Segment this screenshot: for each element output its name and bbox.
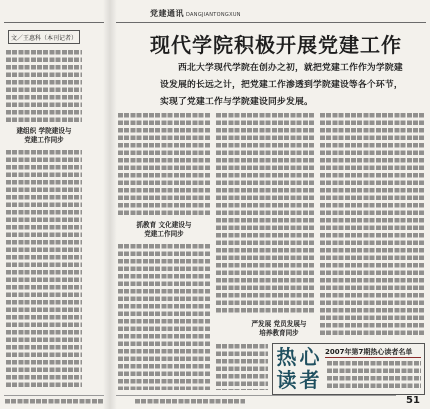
sidebar-body-text bbox=[6, 150, 82, 390]
reader-label-char: 心 bbox=[299, 345, 320, 369]
column-1-body-text bbox=[118, 113, 210, 218]
sidebar-heading bbox=[6, 127, 82, 145]
column-2-heading bbox=[230, 320, 328, 338]
column-1-heading bbox=[118, 221, 210, 239]
column-2-body-text bbox=[216, 344, 268, 390]
reader-list-title: 2007年第7期热心读者名单 bbox=[325, 348, 413, 356]
column-1-heading-line: 党建工作同步 bbox=[144, 230, 184, 238]
article-deck bbox=[160, 60, 406, 111]
column-2-heading-line: 培养教育同步 bbox=[259, 329, 299, 337]
column-2-heading-line: 严发展 党员发展与 bbox=[251, 320, 307, 328]
footer-folio-right bbox=[135, 399, 245, 404]
reader-list-box bbox=[272, 343, 425, 395]
column-2-body-text bbox=[216, 113, 314, 315]
footer-rule-right bbox=[116, 395, 396, 396]
reader-names-list bbox=[327, 361, 421, 391]
footer-folio-left bbox=[5, 399, 103, 404]
sidebar-heading-line: 建组织 学院建设与 bbox=[16, 127, 72, 135]
header-rule-left bbox=[4, 22, 104, 23]
page-number: 51 bbox=[406, 395, 420, 406]
page-gutter bbox=[103, 0, 117, 409]
deck-line: 实现了党建工作与学院建设同步发展。 bbox=[160, 97, 313, 107]
deck-line: 西北大学现代学院在创办之初，就把党建工作作为学院建 bbox=[178, 63, 403, 73]
sidebar-heading-line: 党建工作同步 bbox=[24, 136, 64, 144]
section-pinyin: DANGJIANTONGXUN bbox=[186, 12, 241, 18]
byline: 文／王惠科（本刊记者） bbox=[10, 34, 77, 42]
column-1-heading-line: 抓教育 文化建设与 bbox=[136, 221, 192, 229]
reader-title-rule bbox=[325, 357, 421, 358]
deck-line: 设发展的长远之计，把党建工作渗透到学院建设等各个环节， bbox=[160, 80, 403, 90]
reader-label-char: 热 bbox=[276, 345, 297, 369]
article-title: 现代学院积极开展党建工作 bbox=[150, 33, 402, 57]
column-1-body-text bbox=[118, 244, 210, 390]
header-rule-right bbox=[116, 22, 426, 23]
reader-label-char: 读 bbox=[276, 368, 297, 392]
sidebar-body-text bbox=[6, 50, 82, 125]
reader-label-char: 者 bbox=[299, 368, 320, 392]
reader-box-label bbox=[275, 346, 321, 392]
section-label: 党建通讯 bbox=[150, 9, 184, 18]
column-3-body-text bbox=[320, 113, 425, 338]
footer-rule-left bbox=[4, 395, 104, 396]
byline-box bbox=[8, 30, 80, 44]
